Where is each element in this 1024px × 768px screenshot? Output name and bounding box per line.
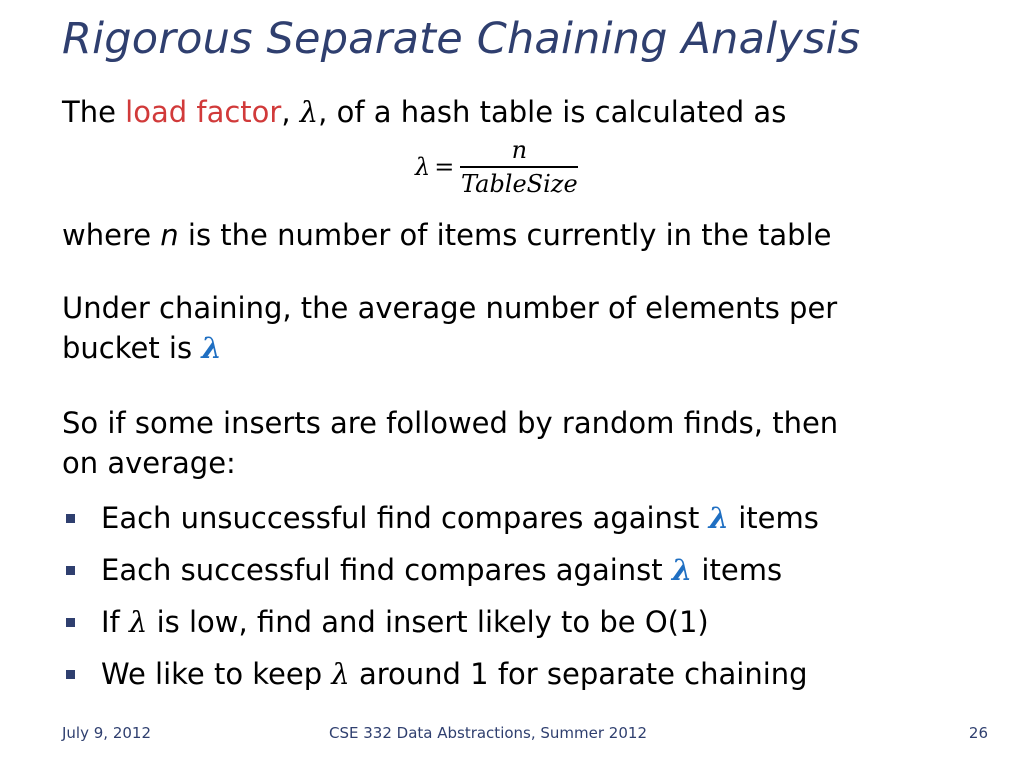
text: where bbox=[62, 218, 161, 252]
list-item bbox=[62, 496, 819, 548]
formula-equals: = bbox=[434, 153, 455, 181]
text: Each unsuccessful find compares against bbox=[101, 501, 709, 535]
list-item bbox=[62, 652, 819, 704]
list-item bbox=[62, 548, 819, 600]
text-line bbox=[62, 328, 837, 368]
load-factor-definition bbox=[62, 92, 786, 132]
formula-numerator: n bbox=[511, 136, 528, 164]
lambda-symbol: λ bbox=[299, 95, 319, 129]
bullet-list bbox=[62, 496, 819, 704]
text: , of a hash table is calculated as bbox=[318, 95, 787, 129]
text: around 1 for separate chaining bbox=[349, 657, 808, 691]
text: Each successful find compares against bbox=[101, 553, 672, 587]
bullet-square-icon bbox=[66, 618, 75, 627]
text: items bbox=[692, 553, 783, 587]
list-item bbox=[62, 600, 819, 652]
formula-lhs: λ bbox=[415, 153, 431, 181]
slide-title: Rigorous Separate Chaining Analysis bbox=[62, 14, 861, 64]
load-factor-formula bbox=[415, 128, 578, 206]
finds-paragraph bbox=[62, 403, 838, 483]
text: is the number of items currently in the table bbox=[178, 218, 832, 252]
text: bucket is bbox=[62, 331, 202, 365]
text: The bbox=[62, 95, 126, 129]
footer-course: CSE 332 Data Abstractions, Summer 2012 bbox=[329, 724, 647, 742]
footer-date: July 9, 2012 bbox=[62, 724, 151, 742]
formula-fraction bbox=[460, 136, 578, 198]
text-line: on average: bbox=[62, 446, 236, 480]
bullet-square-icon bbox=[66, 514, 75, 523]
text: , bbox=[281, 95, 300, 129]
text: is low, find and insert likely to be O(1) bbox=[147, 605, 709, 639]
text: We like to keep bbox=[101, 657, 332, 691]
lambda-symbol: λ bbox=[128, 605, 148, 639]
n-definition bbox=[62, 215, 832, 255]
formula-denominator: TableSize bbox=[460, 170, 578, 198]
bullet-square-icon bbox=[66, 566, 75, 575]
footer-page-number: 26 bbox=[968, 724, 988, 742]
text-line: Under chaining, the average number of elements per bbox=[62, 291, 838, 325]
lambda-symbol: λ bbox=[671, 553, 693, 587]
lambda-symbol: λ bbox=[201, 331, 222, 365]
bullet-square-icon bbox=[66, 670, 75, 679]
load-factor-term: load factor bbox=[125, 95, 282, 129]
lambda-symbol: λ bbox=[331, 657, 350, 691]
lambda-symbol: λ bbox=[708, 501, 729, 535]
text-line: So if some inserts are followed by random finds, then bbox=[62, 406, 839, 440]
n-variable: n bbox=[160, 218, 179, 252]
text: If bbox=[101, 605, 129, 639]
text: items bbox=[728, 501, 819, 535]
chaining-paragraph bbox=[62, 288, 837, 368]
